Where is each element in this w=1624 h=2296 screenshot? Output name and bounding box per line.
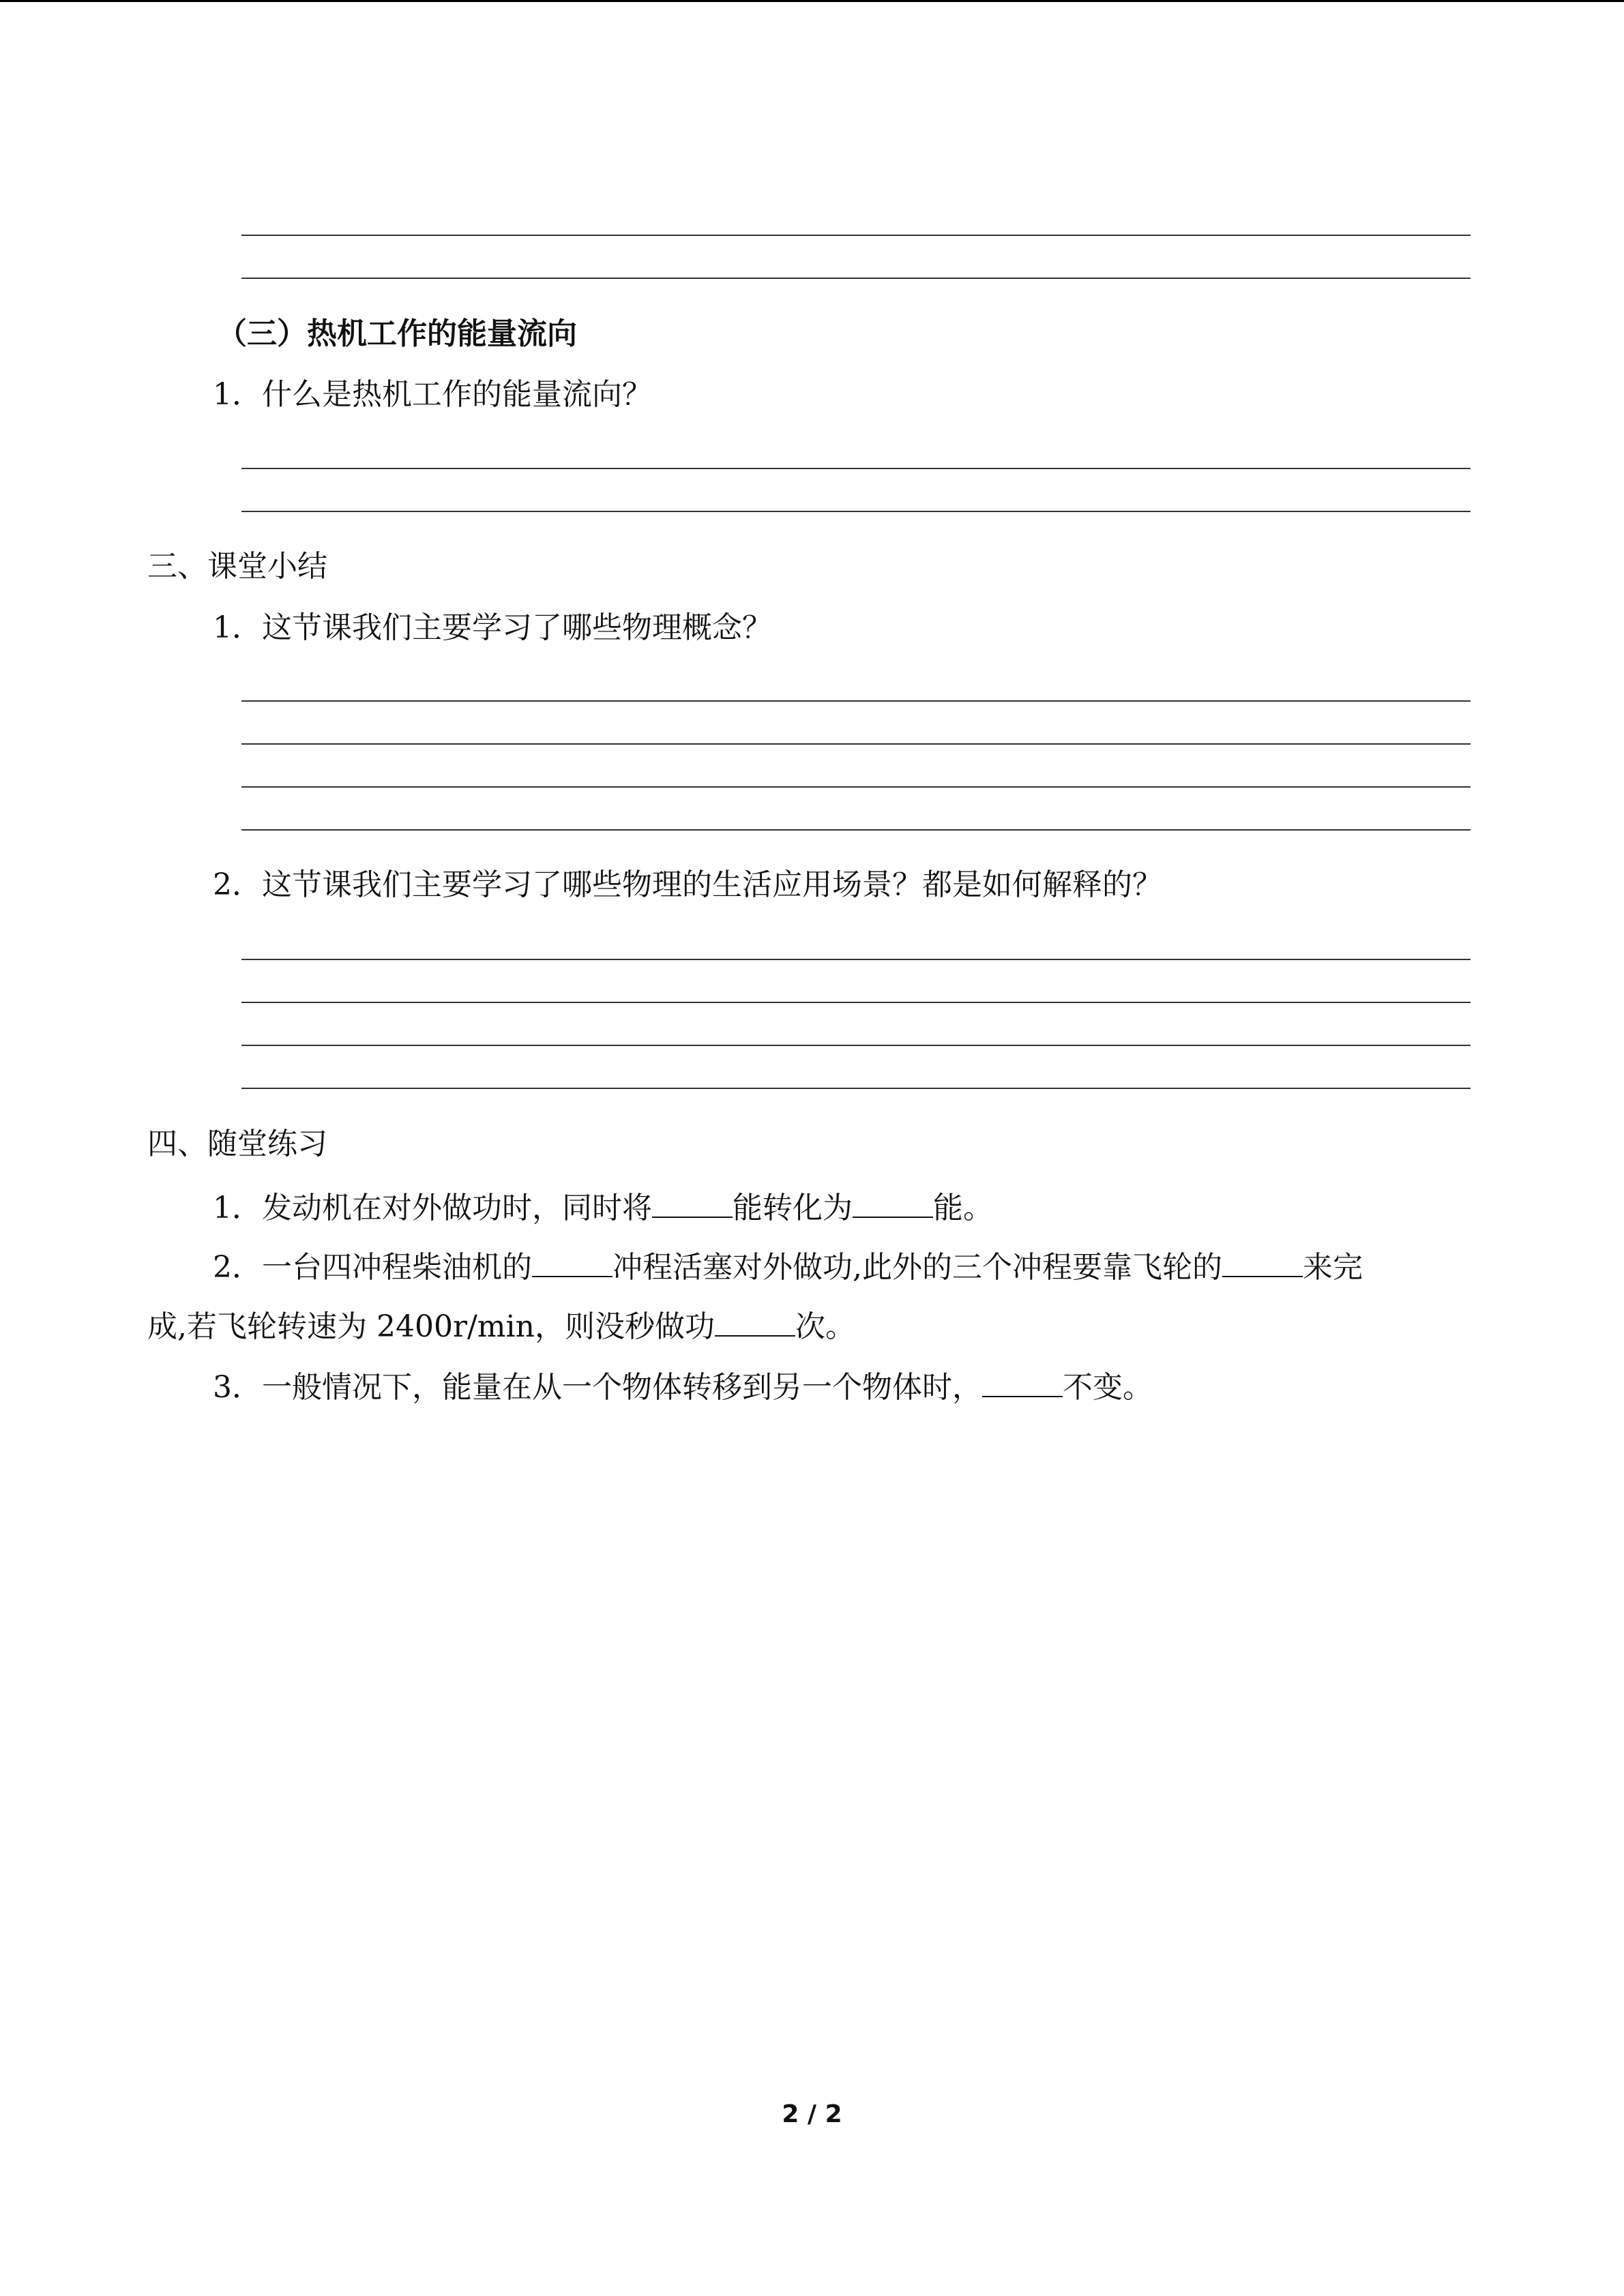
q2-text-a: 2．一台四冲程柴油机的 xyxy=(213,1250,532,1285)
fill-blank xyxy=(652,1187,733,1218)
q2-text-b: 冲程活塞对外做功,此外的三个冲程要靠飞轮的 xyxy=(612,1250,1222,1285)
answer-line xyxy=(241,829,1471,831)
fill-blank xyxy=(532,1246,612,1277)
answer-line xyxy=(241,743,1471,745)
section-heading-energy-flow: （三）热机工作的能量流向 xyxy=(217,316,577,351)
q1-text-a: 1．发动机在对外做功时，同时将 xyxy=(213,1191,652,1225)
answer-line xyxy=(241,235,1471,236)
q3-text-a: 3．一般情况下，能量在从一个物体转移到另一个物体时， xyxy=(213,1370,982,1405)
answer-line xyxy=(241,278,1471,279)
answer-line xyxy=(241,1045,1471,1046)
practice-question-3 xyxy=(213,1366,1153,1407)
q1-text-c: 能。 xyxy=(933,1191,993,1225)
page-top-border xyxy=(0,0,1624,2)
q3-text-b: 不变。 xyxy=(1063,1370,1153,1405)
q2b-text-b: 次。 xyxy=(795,1309,855,1344)
question-energy-flow: 1．什么是热机工作的能量流向？ xyxy=(213,377,652,412)
page-number: 2 / 2 xyxy=(782,2100,842,2128)
answer-line xyxy=(241,700,1471,702)
answer-line xyxy=(241,959,1471,960)
answer-line xyxy=(241,786,1471,788)
answer-line xyxy=(241,511,1471,512)
practice-question-1 xyxy=(213,1187,993,1227)
answer-line xyxy=(241,1088,1471,1089)
answer-line xyxy=(241,1002,1471,1003)
q2b-text-a: 成,若飞轮转速为 2400r/min，则没秒做功 xyxy=(147,1309,715,1344)
fill-blank xyxy=(715,1305,795,1337)
q1-text-b: 能转化为 xyxy=(733,1191,853,1225)
practice-question-2 xyxy=(213,1246,1363,1287)
fill-blank xyxy=(853,1187,933,1218)
q2-text-c: 来完 xyxy=(1303,1250,1363,1285)
question-applications: 2．这节课我们主要学习了哪些物理的生活应用场景？都是如何解释的？ xyxy=(213,867,1162,902)
fill-blank xyxy=(982,1366,1063,1397)
fill-blank xyxy=(1222,1246,1303,1277)
answer-line xyxy=(241,468,1471,469)
practice-question-2-cont xyxy=(147,1305,855,1346)
question-concepts: 1．这节课我们主要学习了哪些物理概念？ xyxy=(213,610,772,645)
section-heading-summary: 三、课堂小结 xyxy=(147,549,327,584)
section-heading-practice: 四、随堂练习 xyxy=(147,1127,327,1161)
